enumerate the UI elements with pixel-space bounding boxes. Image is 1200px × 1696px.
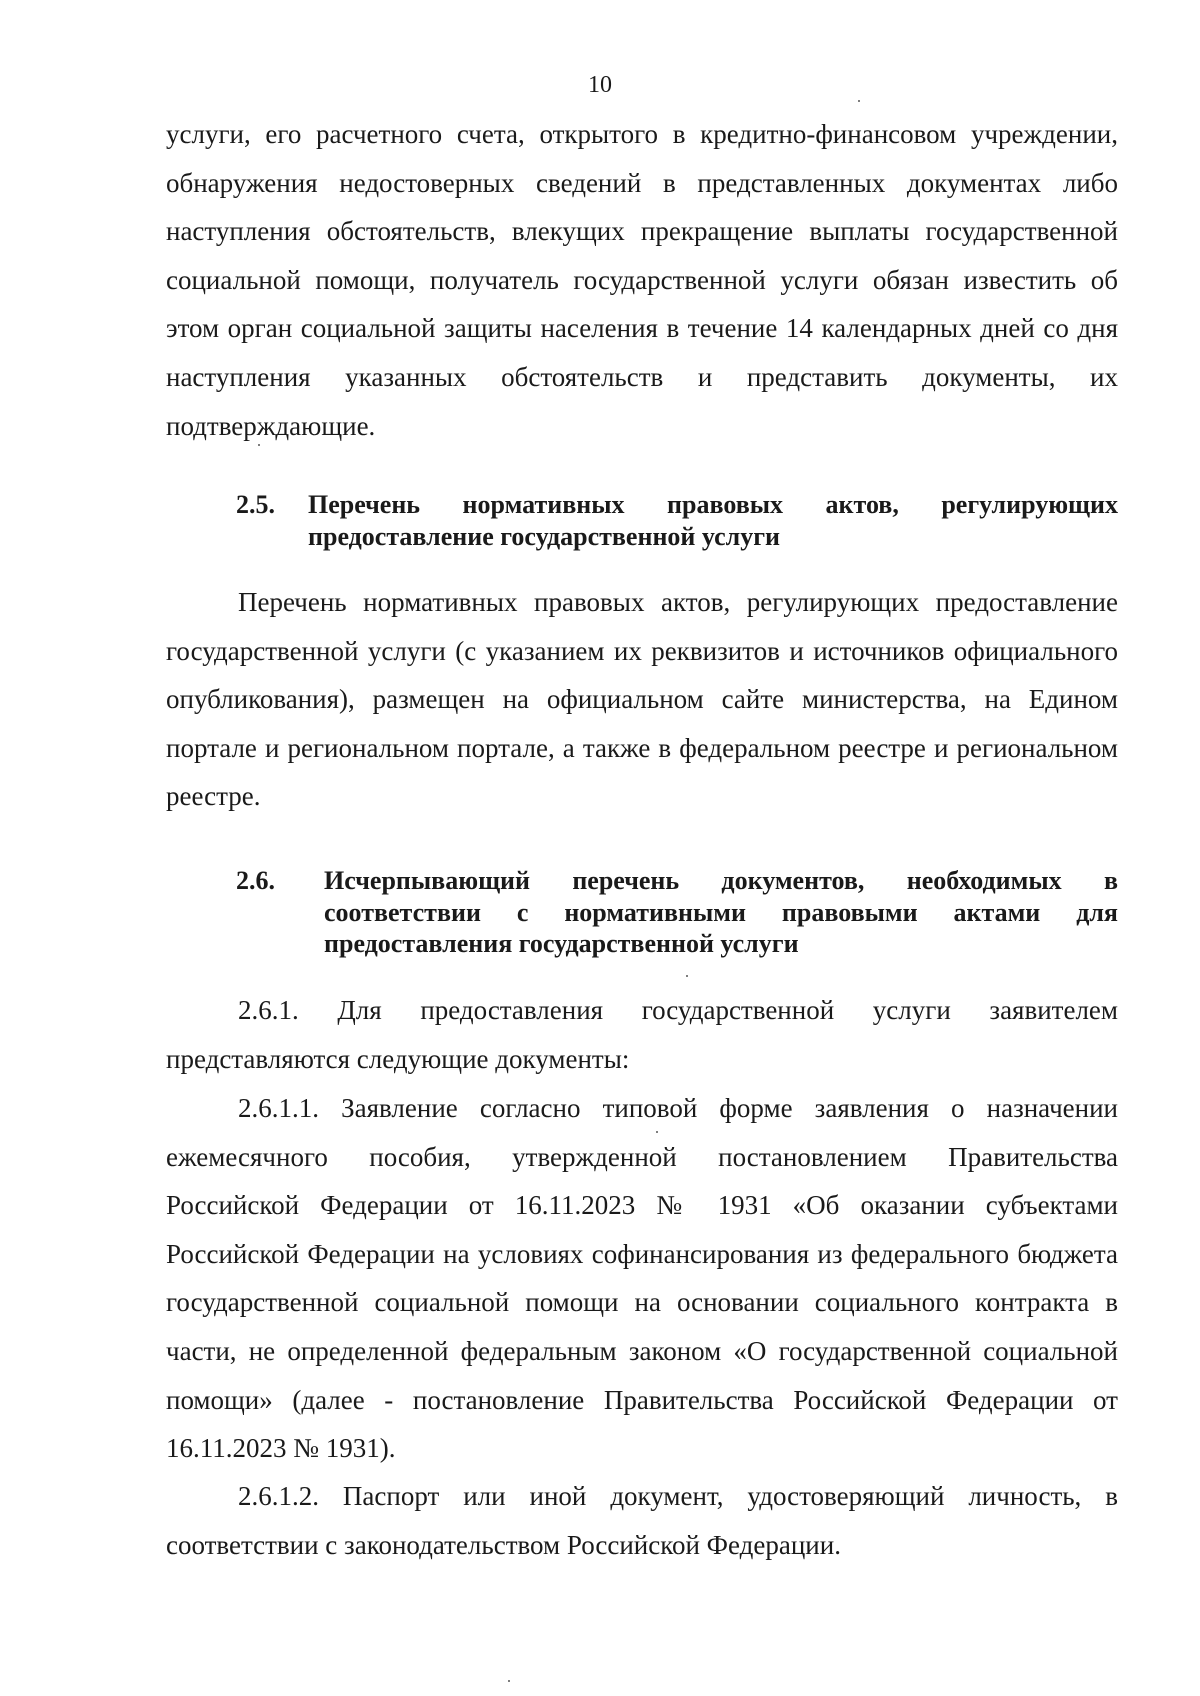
- paragraph-2-6-1-1: [166, 1084, 1118, 1473]
- scan-speck: [656, 1131, 658, 1133]
- paragraph-text: 2.6.1. Для предоставления государственной услуги заявителем представляются следующие документы:: [166, 995, 1118, 1074]
- section-number: 2.6.: [236, 866, 275, 895]
- paragraph-text: 2.6.1.1. Заявление согласно типовой форме заявления о назначении ежемесячного пособия, утвержденной постановлением Правительства Российской Федерации от 16.11.2023 № 1931 «Об оказании субъектами Российской Федерации на условиях софинансирования из федерального бюджета государственной социальной помощи на основании социального контракта в части, не определенной федеральным законом «О государственной социальной помощи» (далее - постановление Правительства Российской Федерации от 16.11.2023 № 1931).: [166, 1093, 1118, 1464]
- section-title: Исчерпывающий перечень документов, необходимых в соответствии с нормативными правовыми актами для предоставления государственной услуги: [324, 866, 1118, 958]
- scan-speck: [686, 975, 688, 977]
- paragraph-2-6-1: [166, 986, 1118, 1083]
- section-number: 2.5.: [236, 490, 275, 519]
- paragraph-text: услуги, его расчетного счета, открытого в кредитно-финансовом учреждении, обнаружения недостоверных сведений в представленных документах либо наступления обстоятельств, влекущих прекращение выплаты государственной социальной помощи, получатель государственной услуги обязан известить об этом орган социальной защиты населения в течение 14 календарных дней со дня наступления указанных обстоятельств и представить документы, их подтверждающие.: [166, 119, 1118, 441]
- section-title: Перечень нормативных правовых актов, регулирующих предоставление государственной услуги: [308, 490, 1118, 551]
- scan-speck: [508, 1680, 510, 1682]
- page-number: 10: [588, 72, 612, 98]
- paragraph-2-6-1-2: [166, 1472, 1118, 1569]
- paragraph-continuation: [166, 110, 1118, 450]
- paragraph-text: 2.6.1.2. Паспорт или иной документ, удостоверяющий личность, в соответствии с законодательством Российской Федерации.: [166, 1481, 1118, 1560]
- paragraph-2-5: [166, 578, 1118, 821]
- paragraph-text: Перечень нормативных правовых актов, регулирующих предоставление государственной услуги (с указанием их реквизитов и источников официального опубликования), размещен на официальном сайте министерства, на Едином портале и региональном портале, а также в федеральном реестре и региональном реестре.: [166, 587, 1118, 812]
- scan-speck: [258, 444, 260, 446]
- section-heading-2-5: [236, 489, 1118, 552]
- section-heading-2-6: [236, 865, 1118, 960]
- scan-speck: [858, 100, 860, 102]
